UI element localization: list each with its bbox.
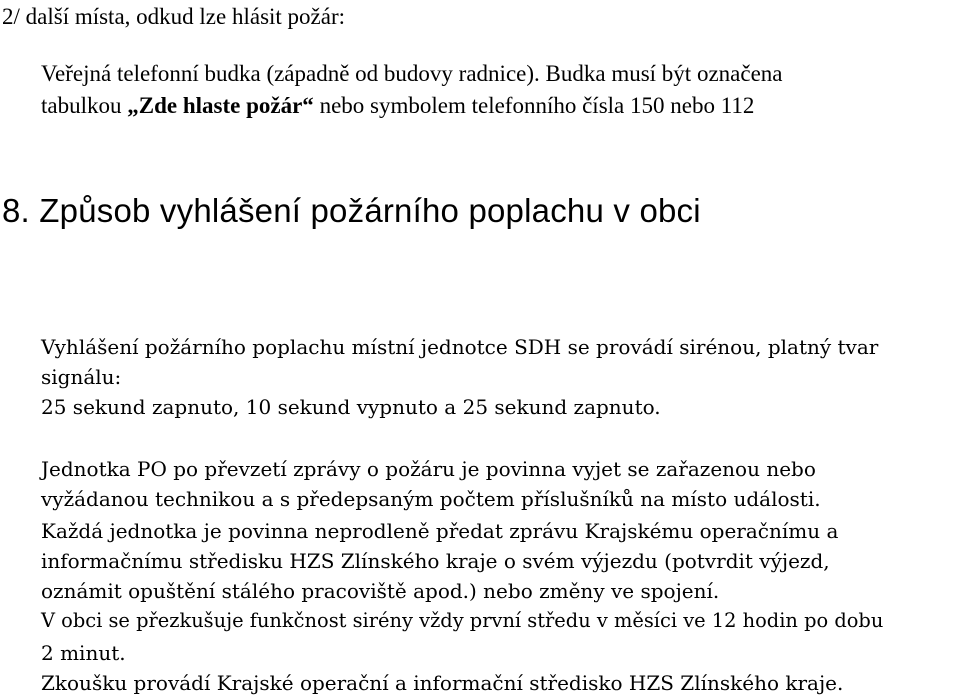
para2-line-2: vyžádanou technikou a s předepsaným počtem příslušníků na místo události. [41,487,821,511]
para2-line-1: Jednotka PO po převzetí zprávy o požáru je povinna vyjet se zařazenou nebo [41,457,816,481]
section-2-line-2 [41,93,754,119]
para2-line-5: oznámit opuštění stálého pracoviště apod.) nebo změny ve spojení. [41,579,720,603]
section-8-heading: 8. Způsob vyhlášení požárního poplachu v obci [2,192,701,229]
para2-line-4: informačnímu středisku HZS Zlínského kraje o svém výjezdu (potvrdit výjezd, [41,549,830,573]
para1-line-3: 25 sekund zapnuto, 10 sekund vypnuto a 25 sekund zapnuto. [41,395,661,419]
section-2-line-2-prefix: tabulkou [41,93,128,118]
section-2-label: 2/ další místa, odkud lze hlásit požár: [2,4,346,29]
para2-line-7: 2 minut. [41,641,126,665]
para2-line-8: Zkoušku provádí Krajské operační a informační středisko HZS Zlínského kraje. [41,671,844,695]
section-2-line-2-bold: „Zde hlaste požár“ [127,93,314,118]
para2-line-6: V obci se přezkušuje funkčnost sirény vždy první středu v měsíci ve 12 hodin po dobu [41,609,884,632]
para1-line-1: Vyhlášení požárního poplachu místní jednotce SDH se provádí sirénou, platný tvar [41,335,879,359]
section-2-line-2-suffix: nebo symbolem telefonního čísla 150 nebo 112 [313,93,755,118]
para1-line-2: signálu: [41,365,122,389]
para2-line-3: Každá jednotka je povinna neprodleně předat zprávu Krajskému operačnímu a [41,519,839,543]
section-2-line-1: Veřejná telefonní budka (západně od budovy radnice). Budka musí být označena [41,61,783,86]
